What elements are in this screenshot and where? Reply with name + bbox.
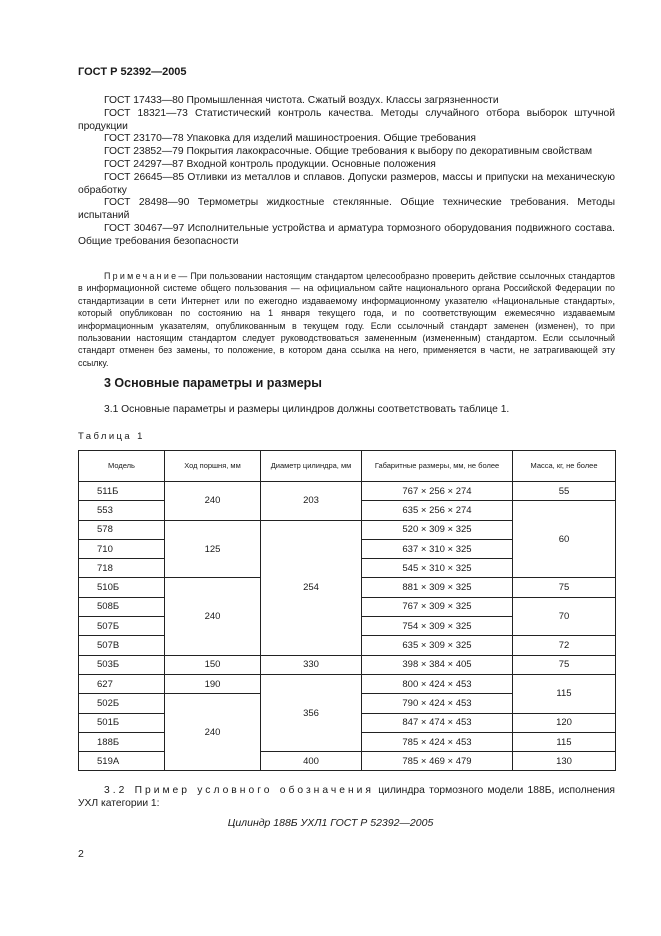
reference-item: ГОСТ 28498—90 Термометры жидкостные стеклянные. Общие технические требования. Методы испытаний xyxy=(78,197,615,222)
dimensions-cell: 635 × 309 × 325 xyxy=(362,636,513,655)
parameters-table xyxy=(78,450,616,771)
mass-cell: 75 xyxy=(513,578,616,597)
model-cell: 188Б xyxy=(79,732,165,751)
mass-cell: 72 xyxy=(513,636,616,655)
dimensions-cell: 785 × 424 × 453 xyxy=(362,732,513,751)
page-header: ГОСТ Р 52392—2005 xyxy=(78,66,187,78)
reference-item: ГОСТ 17433—80 Промышленная чистота. Сжатый воздух. Классы загрязненности xyxy=(104,95,499,106)
dimensions-cell: 881 × 309 × 325 xyxy=(362,578,513,597)
dimensions-cell: 767 × 256 × 274 xyxy=(362,482,513,501)
designation-example: Цилиндр 188Б УХЛ1 ГОСТ Р 52392—2005 xyxy=(227,817,434,829)
section-paragraph: 3.1 Основные параметры и размеры цилиндров должны соответствовать таблице 1. xyxy=(104,404,510,415)
mass-cell: 120 xyxy=(513,713,616,732)
model-cell: 710 xyxy=(79,539,165,558)
dimensions-cell: 767 × 309 × 325 xyxy=(362,597,513,616)
mass-cell: 60 xyxy=(513,501,616,578)
diameter-cell: 356 xyxy=(261,674,362,751)
dimensions-cell: 635 × 256 × 274 xyxy=(362,501,513,520)
diameter-cell: 400 xyxy=(261,752,362,771)
dimensions-cell: 800 × 424 × 453 xyxy=(362,674,513,693)
example-paragraph xyxy=(78,784,615,810)
model-cell: 508Б xyxy=(79,597,165,616)
model-cell: 510Б xyxy=(79,578,165,597)
reference-item: ГОСТ 23170—78 Упаковка для изделий машиностроения. Общие требования xyxy=(104,133,476,145)
table-row xyxy=(79,482,616,501)
model-cell: 507Б xyxy=(79,617,165,636)
example-label: 3.2 Пример условного обозначения xyxy=(104,785,374,796)
table-row xyxy=(79,752,616,771)
dimensions-cell: 754 × 309 × 325 xyxy=(362,617,513,636)
dimensions-cell: 398 × 384 × 405 xyxy=(362,655,513,674)
model-cell: 511Б xyxy=(79,482,165,501)
table-row xyxy=(79,674,616,693)
model-cell: 501Б xyxy=(79,713,165,732)
mass-cell: 130 xyxy=(513,752,616,771)
diameter-cell: 254 xyxy=(261,520,362,655)
model-cell: 627 xyxy=(79,674,165,693)
model-cell: 578 xyxy=(79,520,165,539)
stroke-cell: 240 xyxy=(165,578,261,655)
header-dimensions: Габаритные размеры, мм, не более xyxy=(362,451,513,482)
model-cell: 553 xyxy=(79,501,165,520)
diameter-cell: 330 xyxy=(261,655,362,674)
dimensions-cell: 790 × 424 × 453 xyxy=(362,694,513,713)
header-diameter: Диаметр цилиндра, мм xyxy=(261,451,362,482)
model-cell: 718 xyxy=(79,559,165,578)
mass-cell: 70 xyxy=(513,597,616,636)
reference-item: ГОСТ 26645—85 Отливки из металлов и сплавов. Допуски размеров, массы и припуски на механическую обработку xyxy=(78,171,615,196)
dimensions-cell: 785 × 469 × 479 xyxy=(362,752,513,771)
mass-cell: 55 xyxy=(513,482,616,501)
example-text: цилиндра тормозного модели 188Б, исполнения УХЛ категории 1: xyxy=(78,785,616,809)
note-label: Примечание xyxy=(104,271,179,281)
mass-cell: 115 xyxy=(513,732,616,751)
mass-cell: 75 xyxy=(513,655,616,674)
reference-item: ГОСТ 30467—97 Исполнительные устройства и арматура тормозного оборудования подвижного состава. Общие требования безопасности xyxy=(78,222,615,247)
header-stroke: Ход поршня, мм xyxy=(165,451,261,482)
diameter-cell: 203 xyxy=(261,482,362,521)
dimensions-cell: 545 × 310 × 325 xyxy=(362,559,513,578)
header-mass: Масса, кг, не более xyxy=(513,451,616,482)
table-row xyxy=(79,655,616,674)
table-caption: Таблица 1 xyxy=(78,431,145,442)
stroke-cell: 190 xyxy=(165,674,261,693)
stroke-cell: 150 xyxy=(165,655,261,674)
page-number: 2 xyxy=(78,848,84,860)
reference-item: ГОСТ 23852—79 Покрытия лакокрасочные. Общие требования к выбору по декоративным свойствам xyxy=(104,146,593,158)
reference-item: ГОСТ 18321—73 Статистический контроль качества. Методы случайного отбора выборок штучной продукции xyxy=(78,107,615,132)
table-header-row xyxy=(79,451,616,482)
dimensions-cell: 847 × 474 × 453 xyxy=(362,713,513,732)
dimensions-cell: 520 × 309 × 325 xyxy=(362,520,513,539)
dimensions-cell: 637 × 310 × 325 xyxy=(362,539,513,558)
stroke-cell: 240 xyxy=(165,694,261,771)
model-cell: 507В xyxy=(79,636,165,655)
model-cell: 502Б xyxy=(79,694,165,713)
reference-list xyxy=(78,95,615,249)
model-cell: 519А xyxy=(79,752,165,771)
note-block xyxy=(78,270,615,369)
mass-cell: 115 xyxy=(513,674,616,713)
reference-item: ГОСТ 24297—87 Входной контроль продукции. Основные положения xyxy=(104,158,436,170)
model-cell: 503Б xyxy=(79,655,165,674)
header-model: Модель xyxy=(79,451,165,482)
stroke-cell: 240 xyxy=(165,482,261,521)
section-title: 3 Основные параметры и размеры xyxy=(104,376,322,390)
stroke-cell: 125 xyxy=(165,520,261,578)
note-text: — При пользовании настоящим стандартом целесообразно проверить действие ссылочных стандартов в информационной системе общего пользования — на официальном сайте национального органа Российской Федерации по стандартизации в сети Интернет или по ежегодно издаваемому информационному указателю «Национальные стандарты», который опубликован по состоянию на 1 января текущего года, и по соответствующим ежемесячно издаваемым информационным указателям, опубликованным в текущем году. Если ссылочный стандарт заменен (изменен), то при пользовании настоящим стандартом следует руководствоваться замененным (измененным) стандартом. Если ссылочный стандарт отменен без замены, то положение, в котором дана ссылка на него, применяется в части, не затрагивающей эту ссылку. xyxy=(78,271,615,368)
